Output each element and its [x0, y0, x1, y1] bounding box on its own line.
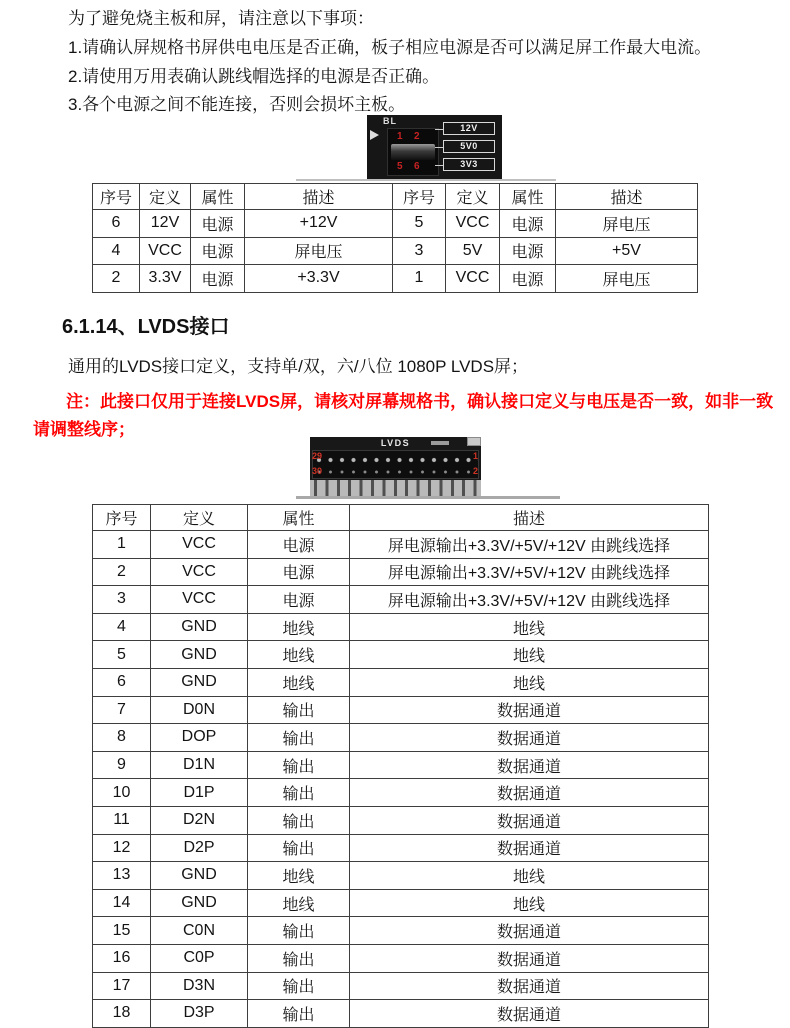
table-cell: 输出 — [248, 779, 350, 807]
photo-divider-line — [296, 179, 556, 181]
table-row — [93, 641, 709, 669]
table-row — [93, 210, 698, 238]
warning-note-line1: 注：此接口仅用于连接LVDS屏，请核对屏幕规格书，确认接口定义与电压是否一致，如非一致 — [66, 392, 774, 411]
intro-items — [68, 34, 711, 120]
table-cell: 数据通道 — [350, 972, 709, 1000]
column-header: 描述 — [245, 184, 393, 210]
table-cell: 8 — [93, 724, 151, 752]
photo-divider-line — [296, 496, 560, 499]
table-cell: 16 — [93, 944, 151, 972]
table-cell: 屏电压 — [556, 210, 698, 238]
table-cell: 1 — [393, 265, 446, 293]
table-cell: GND — [151, 641, 248, 669]
section-heading: 6.1.14、LVDS接口 — [62, 316, 230, 338]
bl-pin-number: 5 — [397, 161, 403, 172]
table-cell: 屏电源输出+3.3V/+5V/+12V 由跳线选择 — [350, 558, 709, 586]
table-cell: 输出 — [248, 1000, 350, 1028]
table-cell: 屏电源输出+3.3V/+5V/+12V 由跳线选择 — [350, 586, 709, 614]
bl-voltage-labels — [443, 122, 495, 171]
table-cell: 数据通道 — [350, 1000, 709, 1028]
column-header: 定义 — [140, 184, 191, 210]
table-cell: VCC — [446, 265, 500, 293]
table-row — [93, 944, 709, 972]
table-cell: 1 — [93, 531, 151, 559]
table-cell: 6 — [93, 210, 140, 238]
table-cell: 地线 — [350, 889, 709, 917]
table-row — [93, 265, 698, 293]
table-cell: VCC — [140, 237, 191, 265]
table-cell: 电源 — [500, 210, 556, 238]
intro-item: 2.请使用万用表确认跳线帽选择的电源是否正确。 — [68, 66, 440, 86]
table-cell: 地线 — [248, 668, 350, 696]
table-cell: 输出 — [248, 944, 350, 972]
table-cell: 电源 — [248, 586, 350, 614]
table-header-row — [93, 505, 709, 531]
table-row — [93, 586, 709, 614]
lvds-corner-pin-number: 1 — [472, 451, 478, 461]
table-cell: 12 — [93, 834, 151, 862]
table-row — [93, 972, 709, 1000]
table-cell: D3P — [151, 1000, 248, 1028]
column-header: 序号 — [93, 505, 151, 531]
lvds-connector-photo — [310, 437, 481, 497]
table-row — [93, 779, 709, 807]
table-cell: 数据通道 — [350, 751, 709, 779]
table-cell: 5V — [446, 237, 500, 265]
table-cell: 数据通道 — [350, 834, 709, 862]
table-cell: GND — [151, 668, 248, 696]
table-row — [93, 889, 709, 917]
column-header: 序号 — [393, 184, 446, 210]
voltage-label: 12V — [443, 122, 495, 135]
table-cell: D0N — [151, 696, 248, 724]
lvds-pin-table — [92, 504, 709, 1028]
column-header: 描述 — [556, 184, 698, 210]
table-cell: 4 — [93, 237, 140, 265]
bl-silkscreen-label: BL — [383, 116, 397, 126]
table-cell: 数据通道 — [350, 917, 709, 945]
bl-pin-number: 6 — [414, 161, 420, 172]
table-cell: 5 — [393, 210, 446, 238]
table-cell: 数据通道 — [350, 724, 709, 752]
table-cell: 地线 — [350, 613, 709, 641]
table-row — [93, 1000, 709, 1028]
table-cell: 屏电压 — [556, 265, 698, 293]
table-cell: VCC — [151, 586, 248, 614]
table-cell: 11 — [93, 806, 151, 834]
lvds-silkscreen-label: LVDS — [380, 438, 411, 448]
column-header: 定义 — [446, 184, 500, 210]
intro-item: 3.各个电源之间不能连接，否则会损坏主板。 — [68, 95, 406, 115]
table-cell: 输出 — [248, 724, 350, 752]
table-cell: DOP — [151, 724, 248, 752]
table-cell: 13 — [93, 862, 151, 890]
table-cell: 电源 — [248, 531, 350, 559]
table-cell: 数据通道 — [350, 696, 709, 724]
table-cell: GND — [151, 613, 248, 641]
table-cell: +12V — [245, 210, 393, 238]
lvds-pin-header — [312, 450, 479, 479]
pcb-component — [467, 437, 481, 446]
column-header: 序号 — [93, 184, 140, 210]
table-cell: 数据通道 — [350, 779, 709, 807]
table-cell: 电源 — [500, 237, 556, 265]
table-cell: 电源 — [248, 558, 350, 586]
table-row — [93, 531, 709, 559]
table-cell: 14 — [93, 889, 151, 917]
table-cell: D1N — [151, 751, 248, 779]
column-header: 定义 — [151, 505, 248, 531]
table-cell: 输出 — [248, 917, 350, 945]
table-cell: 3 — [93, 586, 151, 614]
table-row — [93, 613, 709, 641]
table-cell: 地线 — [248, 613, 350, 641]
table-cell: GND — [151, 889, 248, 917]
table-cell: 输出 — [248, 806, 350, 834]
intro-item: 1.请确认屏规格书屏供电电压是否正确，板子相应电源是否可以满足屏工作最大电流。 — [68, 37, 712, 57]
pcb-component — [431, 441, 449, 445]
power-pin-table — [92, 183, 698, 293]
table-cell: 17 — [93, 972, 151, 1000]
table-cell: 输出 — [248, 972, 350, 1000]
column-header: 属性 — [500, 184, 556, 210]
table-cell: 3.3V — [140, 265, 191, 293]
intro-paragraph — [68, 5, 711, 120]
table-cell: 7 — [93, 696, 151, 724]
bl-jumper-photo — [367, 115, 502, 180]
table-cell: 电源 — [500, 265, 556, 293]
table-cell: 地线 — [248, 862, 350, 890]
table-row — [93, 696, 709, 724]
table-cell: +3.3V — [245, 265, 393, 293]
table-cell: 屏电压 — [245, 237, 393, 265]
bl-pin-number: 1 — [397, 131, 403, 142]
table-cell: C0P — [151, 944, 248, 972]
lvds-through-hole-pins — [310, 480, 481, 497]
table-cell: C0N — [151, 917, 248, 945]
lvds-corner-pin-number: 29 — [312, 451, 323, 461]
table-cell: 输出 — [248, 834, 350, 862]
voltage-label: 5V0 — [443, 140, 495, 153]
table-cell: 地线 — [350, 862, 709, 890]
table-cell: 数据通道 — [350, 944, 709, 972]
table-cell: 15 — [93, 917, 151, 945]
pin1-triangle-marker — [370, 130, 379, 140]
table-cell: D2N — [151, 806, 248, 834]
table-cell: VCC — [151, 531, 248, 559]
table-row — [93, 917, 709, 945]
table-row — [93, 834, 709, 862]
table-row — [93, 751, 709, 779]
table-cell: 地线 — [350, 641, 709, 669]
table-cell: D1P — [151, 779, 248, 807]
table-cell: D2P — [151, 834, 248, 862]
table-cell: 地线 — [248, 889, 350, 917]
table-cell: 输出 — [248, 696, 350, 724]
table-cell: 数据通道 — [350, 806, 709, 834]
lvds-corner-pin-number: 2 — [472, 466, 478, 476]
intro-title: 为了避免烧主板和屏，请注意以下事项： — [68, 9, 374, 28]
table-cell: 9 — [93, 751, 151, 779]
voltage-label: 3V3 — [443, 158, 495, 171]
table-cell: 4 — [93, 613, 151, 641]
table-cell: 10 — [93, 779, 151, 807]
warning-note-line2: 请调整线序； — [33, 420, 135, 439]
column-header: 属性 — [248, 505, 350, 531]
table-row — [93, 862, 709, 890]
table-row — [93, 724, 709, 752]
table-cell: 18 — [93, 1000, 151, 1028]
jumper-cap — [391, 144, 435, 160]
table-cell: 电源 — [191, 210, 245, 238]
table-cell: 3 — [393, 237, 446, 265]
table-cell: VCC — [151, 558, 248, 586]
table-cell: 电源 — [191, 237, 245, 265]
lvds-corner-pin-number: 30 — [312, 466, 323, 476]
table-header-row — [93, 184, 698, 210]
table-cell: 12V — [140, 210, 191, 238]
column-header: 属性 — [191, 184, 245, 210]
table-cell: GND — [151, 862, 248, 890]
table-cell: 5 — [93, 641, 151, 669]
table-row — [93, 806, 709, 834]
table-cell: 2 — [93, 558, 151, 586]
table-cell: 地线 — [248, 641, 350, 669]
bl-pin-number: 2 — [414, 131, 420, 142]
column-header: 描述 — [350, 505, 709, 531]
table-row — [93, 237, 698, 265]
table-cell: +5V — [556, 237, 698, 265]
table-cell: 地线 — [350, 668, 709, 696]
table-cell: 电源 — [191, 265, 245, 293]
table-row — [93, 668, 709, 696]
table-cell: VCC — [446, 210, 500, 238]
table-cell: 2 — [93, 265, 140, 293]
table-row — [93, 558, 709, 586]
table-cell: D3N — [151, 972, 248, 1000]
table-cell: 6 — [93, 668, 151, 696]
table-cell: 屏电源输出+3.3V/+5V/+12V 由跳线选择 — [350, 531, 709, 559]
section-body-text: 通用的LVDS接口定义，支持单/双，六/八位 1080P LVDS屏； — [68, 357, 529, 376]
table-cell: 输出 — [248, 751, 350, 779]
